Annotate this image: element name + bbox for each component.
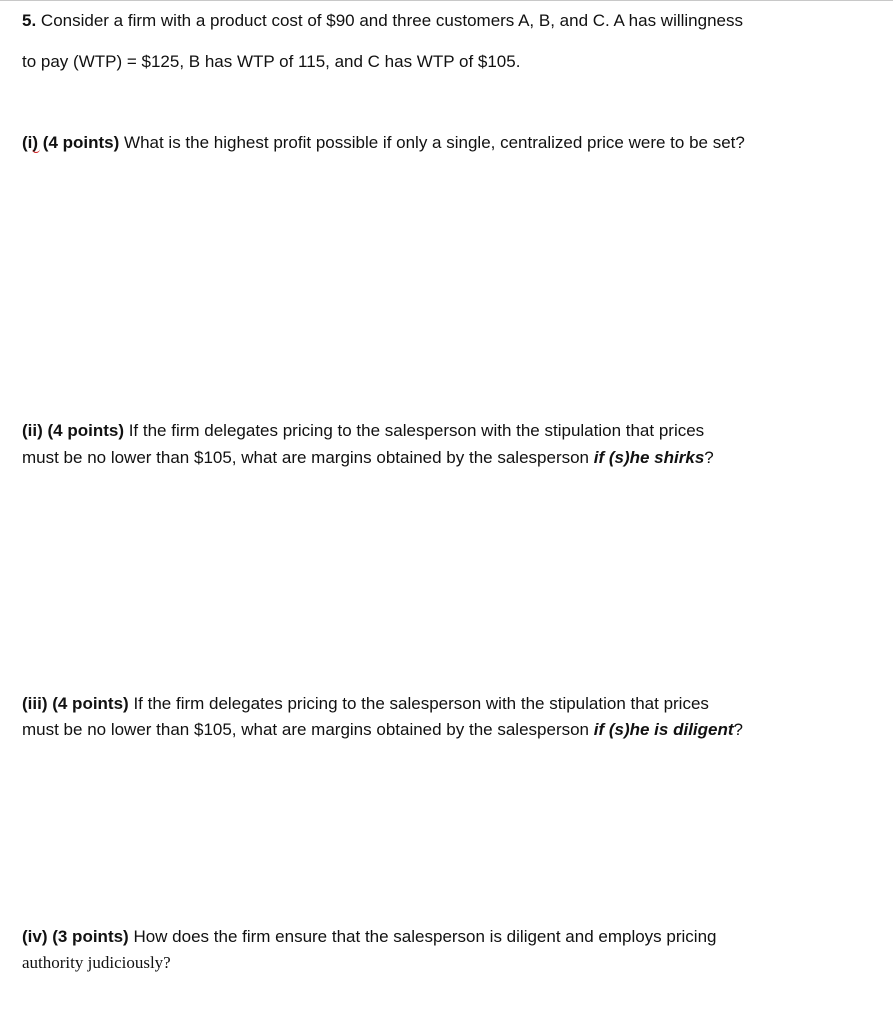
part-i-label-roman: i [27, 133, 33, 152]
part-ii-prompt-line-2 [22, 446, 714, 470]
part-ii-label: (ii) (4 points) [22, 421, 124, 440]
part-iii-label: (iii) (4 points) [22, 694, 129, 713]
part-iii-emphasis: if (s)he is diligent [593, 720, 734, 739]
part-iii-text-2-end: ? [733, 720, 743, 739]
part-ii-emphasis: if (s)he shirks [593, 448, 705, 467]
part-ii-text-2-end: ? [704, 448, 714, 467]
part-iii-text-2: must be no lower than $105, what are margins obtained by the salesperson [22, 720, 594, 739]
part-ii-text-2: must be no lower than $105, what are margins obtained by the salesperson [22, 448, 594, 467]
part-iv-prompt-line-2 [22, 951, 171, 975]
part-iv-prompt-line-1 [22, 925, 716, 949]
part-iii-prompt-line-1 [22, 692, 709, 716]
spellcheck-underline [32, 149, 40, 153]
part-i-label [22, 133, 119, 152]
part-iii-prompt-line-2 [22, 718, 743, 742]
part-i-prompt [22, 131, 745, 155]
part-iii-text-1: If the firm delegates pricing to the salesperson with the stipulation that prices [128, 694, 709, 713]
part-iv-text-2: authority judiciously? [22, 953, 171, 972]
question-number: 5. [22, 11, 37, 30]
part-i-label-close: ) [32, 133, 39, 152]
part-i-text: What is the highest profit possible if only a single, centralized price were to be set? [119, 133, 745, 152]
part-i-points: (4 points) [38, 133, 120, 152]
part-iv-label: (iv) (3 points) [22, 927, 129, 946]
question-intro-line-2 [22, 50, 520, 74]
part-ii-prompt-line-1 [22, 419, 704, 443]
part-i-label-numeral [28, 131, 33, 155]
question-intro-text-1: Consider a firm with a product cost of $90 and three customers A, B, and C. A has willingness [36, 11, 743, 30]
part-ii-text-1: If the firm delegates pricing to the salesperson with the stipulation that prices [123, 421, 705, 440]
question-intro-line-1 [22, 9, 743, 33]
part-i-label-open: ( [22, 133, 28, 152]
question-intro-text-2: to pay (WTP) = $125, B has WTP of 115, and C has WTP of $105. [22, 52, 521, 71]
part-iv-text-1: How does the firm ensure that the salesperson is diligent and employs pricing [128, 927, 717, 946]
page-top-border [0, 0, 893, 1]
